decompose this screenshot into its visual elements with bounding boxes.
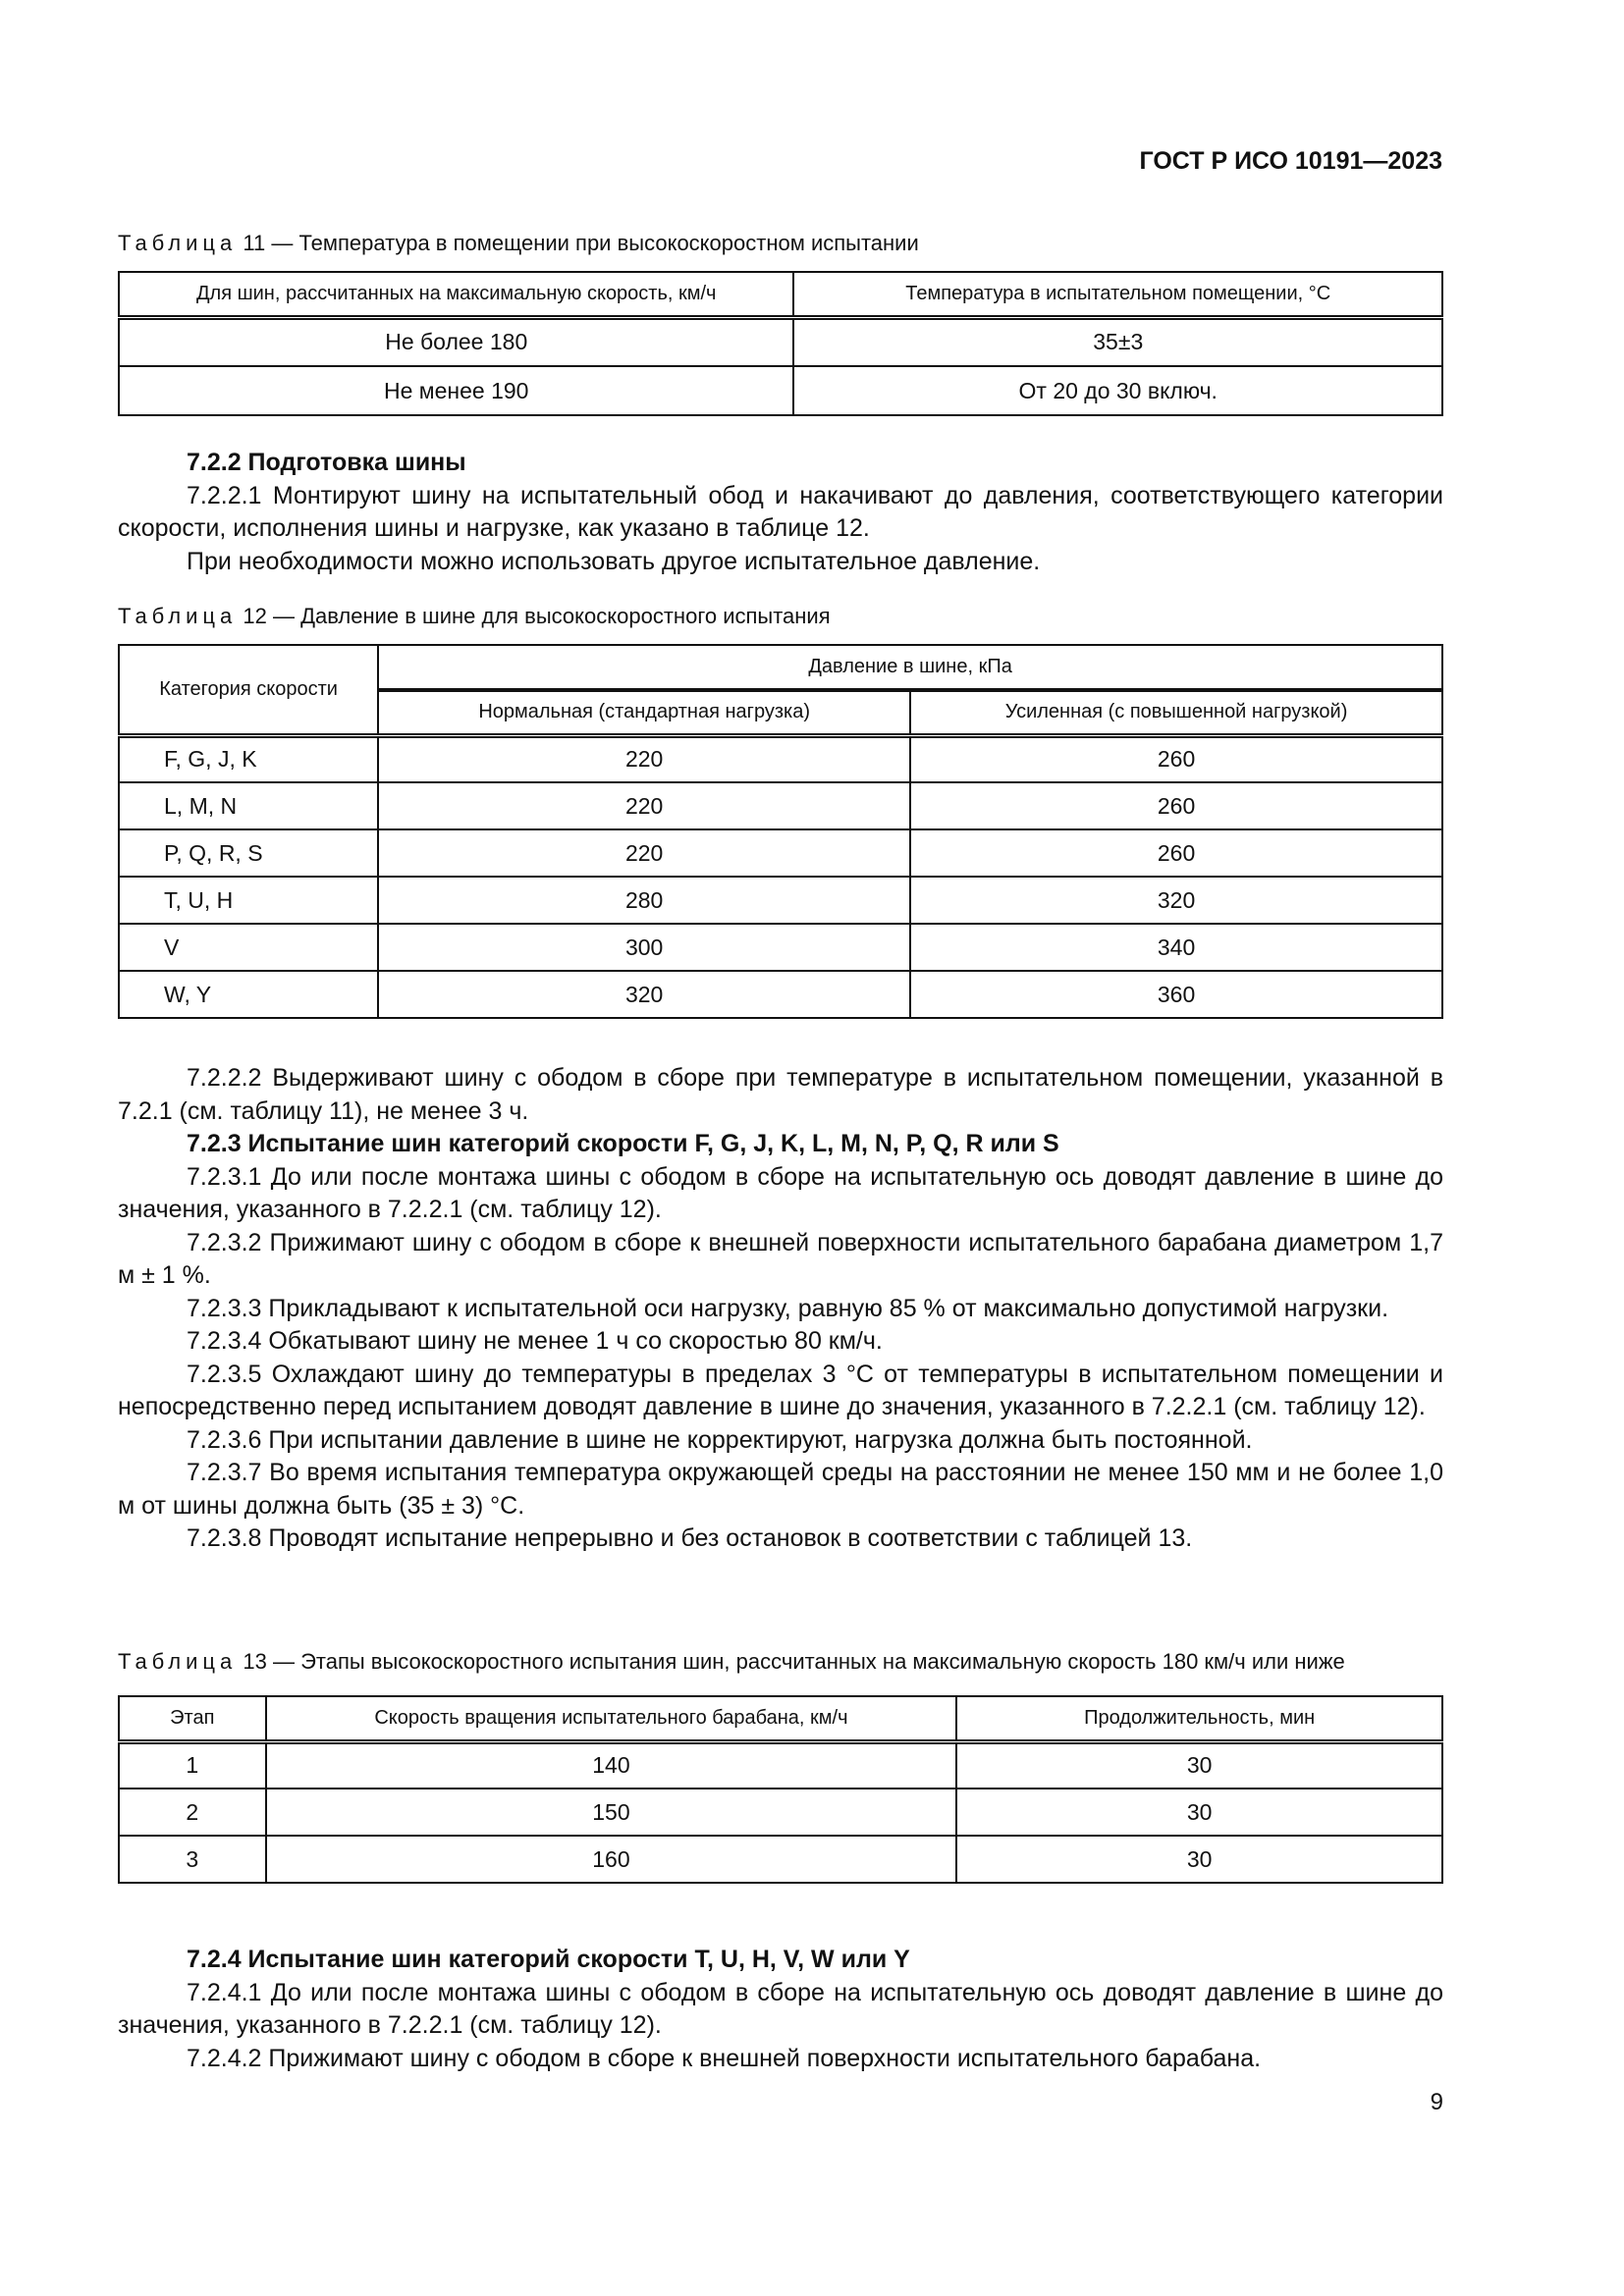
section-heading: 7.2.2 Подготовка шины [187, 449, 466, 476]
table-cell: F, G, J, K [119, 735, 378, 782]
table-11-caption [118, 228, 1443, 259]
table-row [119, 924, 1442, 971]
table-row [119, 1836, 1442, 1883]
paragraph: 7.2.4.1 До или после монтажа шины с ободом в сборе на испытательную ось доводят давление в шине до значения, указанного в 7.2.2.1 (см. таблицу 12). [118, 1978, 1443, 2039]
table-header-cell: Для шин, рассчитанных на максимальную скорость, км/ч [119, 272, 793, 317]
paragraph: 7.2.2.2 Выдерживают шину с ободом в сборе при температуре в испытательном помещении, указанной в 7.2.1 (см. таблицу 11), не менее 3 ч. [118, 1064, 1443, 1125]
table-13 [118, 1695, 1443, 1884]
table-cell: 30 [956, 1741, 1442, 1789]
table-header-cell: Давление в шине, кПа [378, 645, 1442, 690]
table-row [119, 877, 1442, 924]
table-row [119, 317, 1442, 366]
paragraph: 7.2.3.8 Проводят испытание непрерывно и без остановок в соответствии с таблицей 13. [187, 1524, 1193, 1552]
table-cell: 260 [910, 829, 1442, 877]
table-cell: L, M, N [119, 782, 378, 829]
paragraph: 7.2.4.2 Прижимают шину с ободом в сборе к внешней поверхности испытательного барабана. [187, 2044, 1262, 2072]
document-standard-id: ГОСТ Р ИСО 10191—2023 [1139, 147, 1442, 175]
table-cell: 30 [956, 1789, 1442, 1836]
paragraph: 7.2.2.1 Монтируют шину на испытательный обод и накачивают до давления, соответствующего категории скорости, исполнения шины и нагрузке, как указано в таблице 12. [118, 481, 1443, 542]
table-cell: P, Q, R, S [119, 829, 378, 877]
table-cell: 160 [266, 1836, 957, 1883]
table-13-block [118, 1646, 1443, 1884]
caption-text: 11 — Температура в помещении при высокоскоростном испытании [237, 231, 919, 255]
table-cell: 220 [378, 782, 910, 829]
paragraph: 7.2.3.3 Прикладывают к испытательной оси нагрузку, равную 85 % от максимально допустимой нагрузки. [187, 1294, 1389, 1322]
table-cell: 360 [910, 971, 1442, 1018]
paragraph: 7.2.3.6 При испытании давление в шине не корректируют, нагрузка должна быть постоянной. [187, 1425, 1253, 1454]
caption-text: 12 — Давление в шине для высокоскоростного испытания [237, 604, 831, 628]
table-row [119, 1789, 1442, 1836]
paragraph: При необходимости можно использовать другое испытательное давление. [187, 547, 1041, 575]
table-13-caption [118, 1646, 1443, 1678]
table-cell: 2 [119, 1789, 266, 1836]
table-row [119, 782, 1442, 829]
table-row [119, 829, 1442, 877]
table-cell: 320 [378, 971, 910, 1018]
table-cell: 150 [266, 1789, 957, 1836]
table-row [119, 735, 1442, 782]
section-7-2-3 [118, 1062, 1443, 1556]
table-cell: Не более 180 [119, 317, 793, 366]
table-11 [118, 271, 1443, 416]
page-number: 9 [1430, 2089, 1443, 2115]
section-7-2-2 [118, 447, 1443, 578]
table-cell: T, U, H [119, 877, 378, 924]
table-cell: 3 [119, 1836, 266, 1883]
table-cell: От 20 до 30 включ. [793, 366, 1442, 415]
table-header-cell: Температура в испытательном помещении, °С [793, 272, 1442, 317]
table-cell: 340 [910, 924, 1442, 971]
table-12-caption [118, 601, 1443, 632]
paragraph: 7.2.3.1 До или после монтажа шины с ободом в сборе на испытательную ось доводят давление в шине до значения, указанного в 7.2.2.1 (см. таблицу 12). [118, 1162, 1443, 1223]
table-cell: 30 [956, 1836, 1442, 1883]
table-header-cell: Скорость вращения испытательного барабана, км/ч [266, 1696, 957, 1741]
table-12 [118, 644, 1443, 1019]
table-cell: W, Y [119, 971, 378, 1018]
table-cell: 220 [378, 735, 910, 782]
caption-label: Таблица [118, 604, 238, 628]
table-row [119, 971, 1442, 1018]
table-header-cell: Продолжительность, мин [956, 1696, 1442, 1741]
caption-text: 13 — Этапы высокоскоростного испытания шин, рассчитанных на максимальную скорость 180 км/ч или ниже [237, 1649, 1345, 1674]
table-cell: 1 [119, 1741, 266, 1789]
table-row [119, 1741, 1442, 1789]
table-cell: 280 [378, 877, 910, 924]
table-cell: 220 [378, 829, 910, 877]
caption-label: Таблица [118, 231, 238, 255]
paragraph: 7.2.3.7 Во время испытания температура окружающей среды на расстоянии не менее 150 мм и не более 1,0 м от шины должна быть (35 ± 3) °С. [118, 1459, 1443, 1520]
table-header-cell: Этап [119, 1696, 266, 1741]
section-7-2-4 [118, 1944, 1443, 2075]
table-cell: 320 [910, 877, 1442, 924]
table-11-block [118, 228, 1443, 416]
table-12-block [118, 601, 1443, 1019]
table-cell: 260 [910, 782, 1442, 829]
table-cell: Не менее 190 [119, 366, 793, 415]
caption-label: Таблица [118, 1649, 238, 1674]
paragraph: 7.2.3.5 Охлаждают шину до температуры в пределах 3 °С от температуры в испытательном помещении и непосредственно перед испытанием доводят давление в шине до значения, указанного в 7.2.2.1 (см. таблицу 12). [118, 1360, 1443, 1420]
table-cell: 300 [378, 924, 910, 971]
table-header-cell: Категория скорости [119, 645, 378, 735]
table-cell: 35±3 [793, 317, 1442, 366]
section-heading: 7.2.4 Испытание шин категорий скорости T, U, H, V, W или Y [187, 1946, 910, 1973]
section-heading: 7.2.3 Испытание шин категорий скорости F, G, J, K, L, M, N, P, Q, R или S [187, 1130, 1059, 1157]
table-row [119, 366, 1442, 415]
table-cell: 260 [910, 735, 1442, 782]
table-header-cell: Усиленная (с повышенной нагрузкой) [910, 690, 1442, 735]
paragraph: 7.2.3.2 Прижимают шину с ободом в сборе к внешней поверхности испытательного барабана диаметром 1,7 м ± 1 %. [118, 1228, 1443, 1289]
paragraph: 7.2.3.4 Обкатывают шину не менее 1 ч со скоростью 80 км/ч. [187, 1327, 883, 1355]
table-header-cell: Нормальная (стандартная нагрузка) [378, 690, 910, 735]
table-cell: 140 [266, 1741, 957, 1789]
table-cell: V [119, 924, 378, 971]
